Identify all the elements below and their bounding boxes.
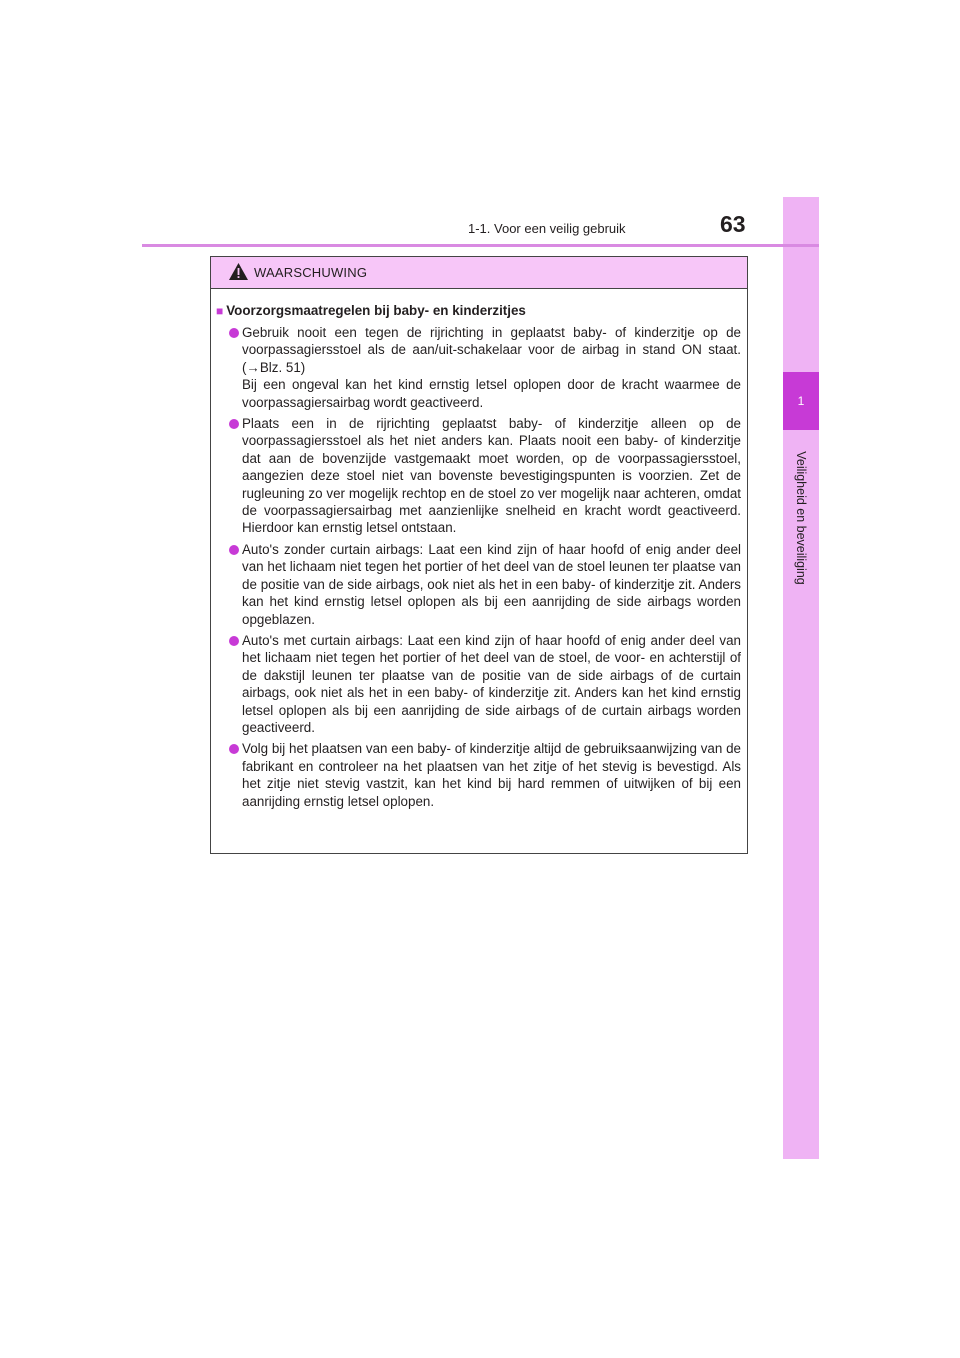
warning-title: WAARSCHUWING — [254, 265, 368, 280]
warning-body — [211, 289, 747, 810]
bullet-dot-icon — [229, 636, 239, 646]
section-heading-text: Voorzorgsmaatregelen bij baby- en kinderzitjes — [226, 303, 526, 318]
list-item — [216, 740, 741, 810]
paragraph: Auto's met curtain airbags: Laat een kind zijn of haar hoofd of enig ander deel van het lichaam niet tegen het portier of het deel van de stoel, de voor- en achterstijl of de dakstijl leunen ter plaatse van de positie van de side airbags of de curtain airbags, ook niet als het in een baby- of kinderzitje zit. Anders kan het kind ernstig letsel oplopen als bij een aanrijding de side airbags of de curtain airbags worden geactiveerd. — [242, 632, 741, 735]
list-item — [216, 324, 741, 411]
list-item — [216, 541, 741, 628]
paragraph: Bij een ongeval kan het kind ernstig letsel oplopen door de kracht waarmee de voorpassagiersairbag wordt geactiveerd. — [242, 377, 741, 410]
bullet-dot-icon — [229, 328, 239, 338]
header-divider — [142, 244, 819, 247]
chapter-title: Veiligheid en beveiliging — [794, 451, 808, 585]
list-item — [216, 632, 741, 736]
square-bullet-icon: ■ — [216, 304, 224, 318]
paragraph: Volg bij het plaatsen van een baby- of kinderzitje altijd de gebruiksaanwijzing van de fabrikant en controleer na het plaatsen van het zitje of het stevig is bevestigd. Als het zitje niet stevig vastzit, kan het kind bij hard remmen of uitwijken of bij een aanrijding ernstig letsel oplopen. — [242, 741, 741, 809]
bullet-dot-icon — [229, 545, 239, 555]
list-item — [216, 415, 741, 537]
side-tab — [783, 197, 819, 1159]
warning-header — [211, 257, 747, 289]
paragraph: Plaats een in de rijrichting geplaatst baby- of kinderzitje alleen op de voorpassagiersstoel als het niet anders kan. Plaats nooit een baby- of kinderzitje dat aan de bovenzijde vastgemaakt moet worden, op de voorpassagiersstoel, aangezien deze stoel niet van bovenste bevestigingspunten is voorzien. Zet de rugleuning zo ver mogelijk rechtop en de stoel zo ver mogelijk naar achteren, omdat de voorpassagiersairbag met aanzienlijke snelheid en kracht wordt geactiveerd. Hierdoor kan ernstig letsel ontstaan. — [242, 416, 741, 536]
section-title: 1-1. Voor een veilig gebruik — [468, 221, 626, 236]
paragraph: Gebruik nooit een tegen de rijrichting in geplaatst baby- of kinderzitje op de voorpassagiersstoel als de aan/uit-schakelaar voor de airbag in stand ON staat. (→Blz. 51) — [242, 325, 741, 375]
paragraph: Auto's zonder curtain airbags: Laat een kind zijn of haar hoofd of enig ander deel van het lichaam niet tegen het portier of het deel van de stoel leunen ter plaatse van de positie van de side airbags, ook niet als het in een baby- of kinderzitje zit. Anders kan het kind ernstig letsel oplopen als bij een aanrijding de side airbags worden opgeblazen. — [242, 541, 741, 627]
page-number: 63 — [720, 211, 746, 237]
bullet-dot-icon — [229, 744, 239, 754]
section-heading — [216, 302, 741, 320]
warning-box — [210, 256, 748, 854]
bullet-dot-icon — [229, 419, 239, 429]
warning-triangle-icon — [228, 262, 249, 281]
chapter-number: 1 — [783, 372, 819, 430]
